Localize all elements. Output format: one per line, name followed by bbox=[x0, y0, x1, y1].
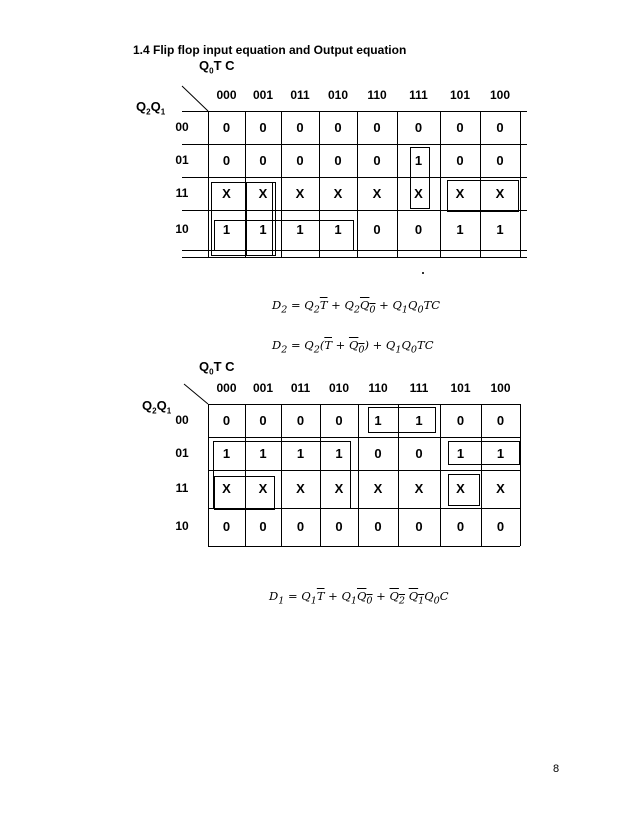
kmap-cell: 1 bbox=[296, 445, 305, 461]
equation-d1: $D_1 = Q_1\overline{T} + Q_1Q_0 + Q_2$ $Q_1Q_0C$ bbox=[269, 589, 449, 607]
kmap-cell: 1 bbox=[374, 412, 382, 428]
column-header: 110 bbox=[367, 88, 387, 102]
page-number: 8 bbox=[553, 763, 560, 775]
kmap-cell: X bbox=[296, 481, 305, 496]
equation-d2-factored: $D_2 = Q_2(\overline{T} + Q_0) + Q_1Q_0TC$ bbox=[272, 338, 434, 356]
row-variable-label: $Q_2Q_1$ bbox=[136, 99, 166, 117]
kmap-cell: 0 bbox=[496, 519, 505, 534]
kmap-cell: X bbox=[495, 185, 505, 201]
kmap-cell: 1 bbox=[414, 152, 423, 168]
section-heading: 1.4 Flip flop input equation and Output equation bbox=[133, 43, 407, 57]
kmap-cell: X bbox=[334, 481, 344, 496]
kmap-cell: X bbox=[414, 185, 423, 201]
kmap-cell: X bbox=[372, 185, 382, 201]
kmap-cell: 1 bbox=[334, 222, 342, 237]
column-header: 000 bbox=[216, 88, 237, 102]
kmap-cell: X bbox=[455, 185, 465, 201]
column-header: 100 bbox=[490, 381, 511, 395]
kmap-cell: 1 bbox=[296, 222, 304, 237]
kmap-cell: 0 bbox=[496, 119, 504, 135]
stray-dot bbox=[422, 272, 424, 274]
column-header: 111 bbox=[409, 381, 429, 395]
kmap-cell: 0 bbox=[334, 119, 342, 135]
kmap-cell: X bbox=[496, 481, 505, 496]
kmap-cell: 0 bbox=[373, 222, 381, 237]
kmap-cell: X bbox=[258, 185, 268, 201]
row-header: 00 bbox=[175, 412, 189, 427]
kmap-cell: 0 bbox=[456, 119, 464, 135]
kmap-cell: 0 bbox=[222, 519, 231, 534]
row-header: 01 bbox=[175, 445, 189, 460]
row-variable-label: $Q_2Q_1$ bbox=[142, 398, 172, 416]
kmap-cell: 0 bbox=[259, 119, 267, 135]
kmap-cell: 1 bbox=[415, 412, 423, 428]
column-header: 000 bbox=[216, 381, 237, 395]
kmap-cell: 1 bbox=[335, 445, 343, 461]
col-variable-label: $Q_0T$ C bbox=[199, 58, 235, 76]
kmap-cell: 0 bbox=[296, 152, 304, 168]
grouping-box bbox=[214, 476, 275, 510]
row-header: 10 bbox=[175, 222, 189, 236]
kmap-cell: 1 bbox=[456, 445, 465, 461]
kmap-cell: X bbox=[222, 185, 231, 201]
column-header: 110 bbox=[368, 381, 388, 395]
kmap-cell: X bbox=[414, 481, 424, 496]
kmap-cell: X bbox=[333, 185, 343, 201]
kmap-cell: 0 bbox=[222, 412, 231, 428]
kmap-cell: X bbox=[222, 481, 231, 496]
row-header: 00 bbox=[175, 119, 189, 134]
kmap-cell: 0 bbox=[414, 119, 423, 135]
grouping-box bbox=[448, 441, 520, 465]
row-header: 10 bbox=[175, 519, 189, 533]
kmap-cell: 0 bbox=[296, 119, 304, 135]
kmap-cell: 0 bbox=[374, 519, 382, 534]
col-variable-label: $Q_0T$ C bbox=[199, 359, 235, 377]
row-header: 11 bbox=[175, 481, 189, 495]
kmap-cell: 0 bbox=[296, 519, 305, 534]
column-header: 111 bbox=[409, 88, 428, 102]
column-header: 011 bbox=[290, 88, 310, 102]
kmap-cell: 1 bbox=[259, 445, 267, 461]
column-header: 011 bbox=[290, 381, 311, 395]
kmap-cell: 0 bbox=[334, 152, 342, 168]
row-header: 11 bbox=[175, 185, 189, 200]
kmap-cell: 1 bbox=[222, 222, 231, 237]
column-header: 010 bbox=[327, 88, 349, 102]
kmap-cell: 0 bbox=[456, 412, 465, 428]
kmap-cell: X bbox=[258, 481, 268, 496]
kmap-cell: 1 bbox=[222, 445, 231, 461]
kmap-cell: 1 bbox=[456, 222, 464, 237]
kmap-cell: 0 bbox=[222, 119, 231, 135]
kmap-cell: 0 bbox=[296, 412, 305, 428]
kmap-cell: 1 bbox=[259, 222, 267, 237]
kmap-cell: 0 bbox=[259, 152, 267, 168]
column-header: 101 bbox=[450, 381, 471, 395]
column-header: 010 bbox=[328, 381, 350, 395]
kmap-cell: 0 bbox=[335, 412, 343, 428]
kmap-cell: 1 bbox=[496, 445, 505, 461]
column-header: 001 bbox=[252, 381, 274, 395]
kmap-cell: X bbox=[295, 185, 305, 201]
kmap-cell: 0 bbox=[373, 119, 381, 135]
kmap-cell: 0 bbox=[414, 222, 423, 237]
column-header: 101 bbox=[449, 88, 471, 102]
column-header: 100 bbox=[489, 88, 511, 102]
kmap-cell: 0 bbox=[456, 519, 465, 534]
kmap-cell: X bbox=[456, 481, 465, 496]
kmap-cell: 0 bbox=[456, 152, 464, 168]
kmap-cell: 0 bbox=[415, 519, 423, 534]
kmap-cell: 0 bbox=[373, 152, 381, 168]
kmap-cell: 0 bbox=[496, 152, 504, 168]
corner-diagonal-line bbox=[184, 384, 208, 404]
kmap-cell: 0 bbox=[496, 412, 505, 428]
kmap-cell: 0 bbox=[222, 152, 231, 168]
grouping-box bbox=[448, 474, 480, 506]
kmap-cell: 0 bbox=[415, 445, 423, 461]
kmap-cell: 0 bbox=[259, 412, 267, 428]
column-header: 001 bbox=[252, 88, 274, 102]
kmap-cell: 0 bbox=[259, 519, 267, 534]
row-header: 01 bbox=[175, 152, 189, 167]
grouping-box bbox=[368, 407, 436, 433]
kmap-cell: X bbox=[373, 481, 383, 496]
equation-d2-expanded: $D_2 = Q_2\overline{T} + Q_2Q_0 + Q_1Q_0TC$ bbox=[272, 298, 441, 316]
kmap-cell: 0 bbox=[374, 445, 382, 461]
kmap-cell: 1 bbox=[496, 222, 504, 237]
kmap-cell: 0 bbox=[335, 519, 343, 534]
